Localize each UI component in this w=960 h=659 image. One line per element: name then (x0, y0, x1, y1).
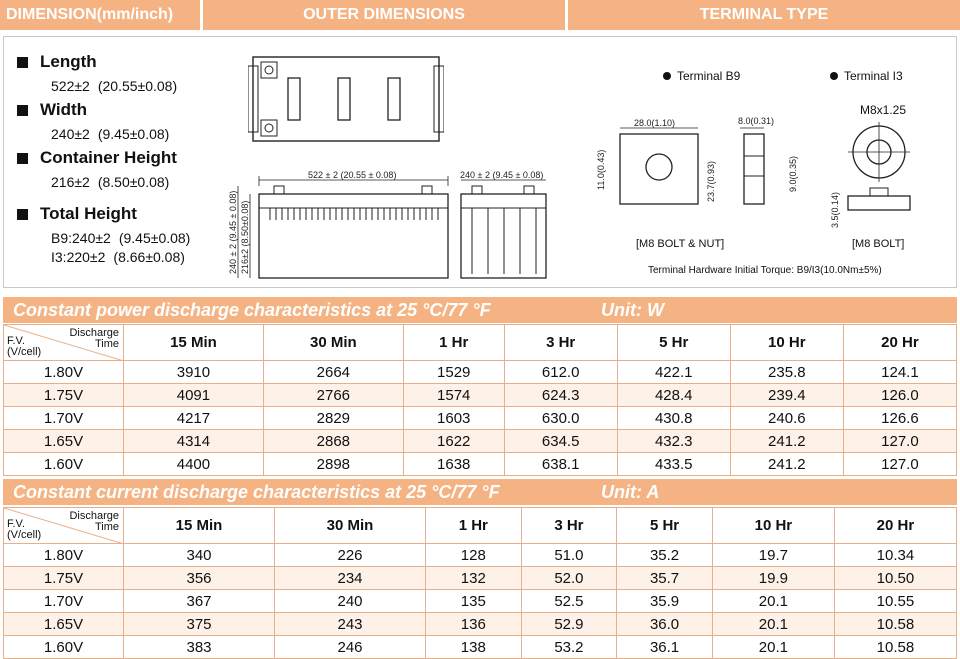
value-cell: 127.0 (843, 453, 956, 476)
spec-value-mm: 522±2 (51, 78, 90, 94)
spec-container-height (17, 148, 177, 190)
table-header-row (4, 325, 957, 361)
value-cell: 3910 (124, 361, 264, 384)
current-discharge-table (3, 507, 957, 659)
fv-cell: 1.60V (4, 636, 124, 659)
value-cell: 433.5 (617, 453, 730, 476)
table-row (4, 430, 957, 453)
value-cell: 136 (426, 613, 522, 636)
fv-cell: 1.80V (4, 544, 124, 567)
table-row (4, 361, 957, 384)
column-header: 1 Hr (403, 325, 504, 361)
torque-note: Terminal Hardware Initial Torque: B9/I3(10.0Nm±5%) (648, 265, 882, 276)
container-height-dimension-label: 216±2 (8.50±0.08) (240, 200, 250, 274)
corner-vcell: (V/cell) (7, 346, 42, 358)
terminal-b9-title (663, 69, 740, 83)
corner-time: Time (94, 521, 119, 533)
value-cell: 127.0 (843, 430, 956, 453)
value-cell: 132 (426, 567, 522, 590)
bullet-square-icon (17, 153, 28, 164)
corner-time: Time (94, 338, 119, 350)
value-cell: 356 (124, 567, 275, 590)
column-header: 30 Min (263, 325, 403, 361)
spec-label: Width (40, 100, 88, 119)
header-dimension: DIMENSION(mm/inch) (0, 0, 200, 30)
b9-height2-dim: 23.7(0.93) (706, 160, 716, 202)
value-cell: 239.4 (730, 384, 843, 407)
fv-cell: 1.65V (4, 430, 124, 453)
corner-discharge: Discharge (69, 510, 119, 522)
column-header: 5 Hr (617, 325, 730, 361)
value-cell: 4314 (124, 430, 264, 453)
corner-discharge: Discharge (69, 327, 119, 339)
value-cell: 340 (124, 544, 275, 567)
value-cell: 10.55 (834, 590, 956, 613)
value-cell: 367 (124, 590, 275, 613)
bullet-square-icon (17, 105, 28, 116)
top-header (0, 0, 960, 30)
terminal-i3-drawing (826, 118, 922, 228)
spec-value-inch: (9.45±0.08) (97, 126, 170, 142)
fv-cell: 1.80V (4, 361, 124, 384)
table-header-row (4, 508, 957, 544)
column-header: 5 Hr (617, 508, 713, 544)
table-row (4, 453, 957, 476)
total-height-dimension-label: 240 ± 2 (9.45 ± 0.08) (228, 190, 238, 274)
value-cell: 52.5 (521, 590, 617, 613)
value-cell: 2664 (263, 361, 403, 384)
power-discharge-table (3, 324, 957, 476)
value-cell: 235.8 (730, 361, 843, 384)
value-cell: 51.0 (521, 544, 617, 567)
spec-value-inch: (20.55±0.08) (97, 78, 178, 94)
header-terminal-type: TERMINAL TYPE (568, 0, 960, 30)
value-cell: 20.1 (712, 636, 834, 659)
value-cell: 52.0 (521, 567, 617, 590)
power-table-unit: Unit: W (601, 300, 664, 320)
value-cell: 35.7 (617, 567, 713, 590)
table-row (4, 544, 957, 567)
table-row (4, 590, 957, 613)
value-cell: 428.4 (617, 384, 730, 407)
value-cell: 10.34 (834, 544, 956, 567)
value-cell: 10.50 (834, 567, 956, 590)
table-corner-cell (4, 508, 124, 544)
value-cell: 52.9 (521, 613, 617, 636)
value-cell: 126.6 (843, 407, 956, 430)
i3-height-dim: 3.5(0.14) (830, 191, 840, 228)
value-cell: 10.58 (834, 636, 956, 659)
spec-length (17, 52, 185, 94)
value-cell: 241.2 (730, 430, 843, 453)
column-header: 3 Hr (521, 508, 617, 544)
rib-pattern (270, 208, 438, 220)
b9-height3-dim: 9.0(0.35) (788, 155, 798, 192)
table-row (4, 384, 957, 407)
column-header: 1 Hr (426, 508, 522, 544)
value-cell: 36.0 (617, 613, 713, 636)
value-cell: 124.1 (843, 361, 956, 384)
value-cell: 375 (124, 613, 275, 636)
terminal-b9-caption: [M8 BOLT & NUT] (636, 238, 725, 250)
b9-height-dim: 11.0(0.43) (596, 149, 606, 190)
terminal-i3-thread: M8x1.25 (860, 103, 907, 117)
value-cell: 612.0 (504, 361, 617, 384)
terminal-i3-title (830, 69, 903, 83)
table-row (4, 613, 957, 636)
value-cell: 2766 (263, 384, 403, 407)
value-cell: 638.1 (504, 453, 617, 476)
current-table-unit: Unit: A (601, 482, 660, 502)
value-cell: 1638 (403, 453, 504, 476)
current-table-title-text: Constant current discharge characteristics at 25 °C/77 °F (13, 481, 500, 502)
spec-value-mm: 216±2 (51, 174, 90, 190)
table-row (4, 407, 957, 430)
bullet-dot-icon (830, 72, 838, 80)
column-header: 20 Hr (843, 325, 956, 361)
fv-cell: 1.65V (4, 613, 124, 636)
bullet-square-icon (17, 209, 28, 220)
column-header: 15 Min (124, 325, 264, 361)
value-cell: 240.6 (730, 407, 843, 430)
value-cell: 2898 (263, 453, 403, 476)
value-cell: 138 (426, 636, 522, 659)
current-table-title (3, 479, 957, 505)
spec-value-mm: B9:240±2 (51, 230, 111, 246)
value-cell: 634.5 (504, 430, 617, 453)
value-cell: 1603 (403, 407, 504, 430)
power-table-title-text: Constant power discharge characteristics at 25 °C/77 °F (13, 299, 491, 320)
battery-side-view-drawing (226, 168, 454, 282)
value-cell: 432.3 (617, 430, 730, 453)
value-cell: 383 (124, 636, 275, 659)
power-table-title (3, 297, 957, 323)
column-header: 15 Min (124, 508, 275, 544)
value-cell: 226 (275, 544, 426, 567)
spec-value-inch: (9.45±0.08) (118, 230, 191, 246)
fv-cell: 1.70V (4, 590, 124, 613)
spec-total-height (17, 204, 198, 265)
spec-value-inch: (8.50±0.08) (97, 174, 170, 190)
value-cell: 422.1 (617, 361, 730, 384)
fv-cell: 1.60V (4, 453, 124, 476)
value-cell: 4400 (124, 453, 264, 476)
spec-width (17, 100, 177, 142)
value-cell: 246 (275, 636, 426, 659)
corner-fv: F.V. (7, 518, 25, 530)
terminal-b9-label: Terminal B9 (677, 69, 741, 83)
b9-width-dim: 28.0(1.10) (634, 118, 676, 128)
column-header: 10 Hr (712, 508, 834, 544)
value-cell: 243 (275, 613, 426, 636)
column-header: 20 Hr (834, 508, 956, 544)
value-cell: 1622 (403, 430, 504, 453)
value-cell: 1529 (403, 361, 504, 384)
length-dimension-label: 522 ± 2 (20.55 ± 0.08) (308, 170, 397, 180)
value-cell: 630.0 (504, 407, 617, 430)
value-cell: 624.3 (504, 384, 617, 407)
terminal-b9-drawing (592, 110, 812, 210)
terminal-i3-label: Terminal I3 (844, 69, 903, 83)
fv-cell: 1.70V (4, 407, 124, 430)
bullet-dot-icon (663, 72, 671, 80)
value-cell: 36.1 (617, 636, 713, 659)
value-cell: 4217 (124, 407, 264, 430)
spec-label: Length (40, 52, 97, 71)
value-cell: 240 (275, 590, 426, 613)
value-cell: 4091 (124, 384, 264, 407)
value-cell: 20.1 (712, 590, 834, 613)
column-header: 30 Min (275, 508, 426, 544)
battery-end-view-drawing (458, 168, 550, 282)
value-cell: 241.2 (730, 453, 843, 476)
value-cell: 35.9 (617, 590, 713, 613)
terminal-i3-caption: [M8 BOLT] (852, 238, 905, 250)
value-cell: 35.2 (617, 544, 713, 567)
value-cell: 234 (275, 567, 426, 590)
spec-value-mm: I3:220±2 (51, 249, 106, 265)
spec-value-mm: 240±2 (51, 126, 90, 142)
spec-label: Container Height (40, 148, 177, 167)
value-cell: 19.9 (712, 567, 834, 590)
value-cell: 20.1 (712, 613, 834, 636)
value-cell: 126.0 (843, 384, 956, 407)
value-cell: 128 (426, 544, 522, 567)
value-cell: 2868 (263, 430, 403, 453)
column-header: 3 Hr (504, 325, 617, 361)
value-cell: 430.8 (617, 407, 730, 430)
fv-cell: 1.75V (4, 384, 124, 407)
value-cell: 19.7 (712, 544, 834, 567)
table-row (4, 636, 957, 659)
corner-vcell: (V/cell) (7, 529, 42, 541)
value-cell: 10.58 (834, 613, 956, 636)
b9-thickness-dim: 8.0(0.31) (738, 116, 775, 126)
width-dimension-label: 240 ± 2 (9.45 ± 0.08) (460, 170, 544, 180)
header-outer-dimensions: OUTER DIMENSIONS (203, 0, 565, 30)
spec-value-inch: (8.66±0.08) (113, 249, 185, 265)
fv-cell: 1.75V (4, 567, 124, 590)
corner-fv: F.V. (7, 335, 25, 347)
value-cell: 2829 (263, 407, 403, 430)
spec-label: Total Height (40, 204, 137, 223)
value-cell: 135 (426, 590, 522, 613)
table-row (4, 567, 957, 590)
table-corner-cell (4, 325, 124, 361)
column-header: 10 Hr (730, 325, 843, 361)
battery-top-view-drawing (248, 52, 444, 146)
bullet-square-icon (17, 57, 28, 68)
value-cell: 1574 (403, 384, 504, 407)
value-cell: 53.2 (521, 636, 617, 659)
